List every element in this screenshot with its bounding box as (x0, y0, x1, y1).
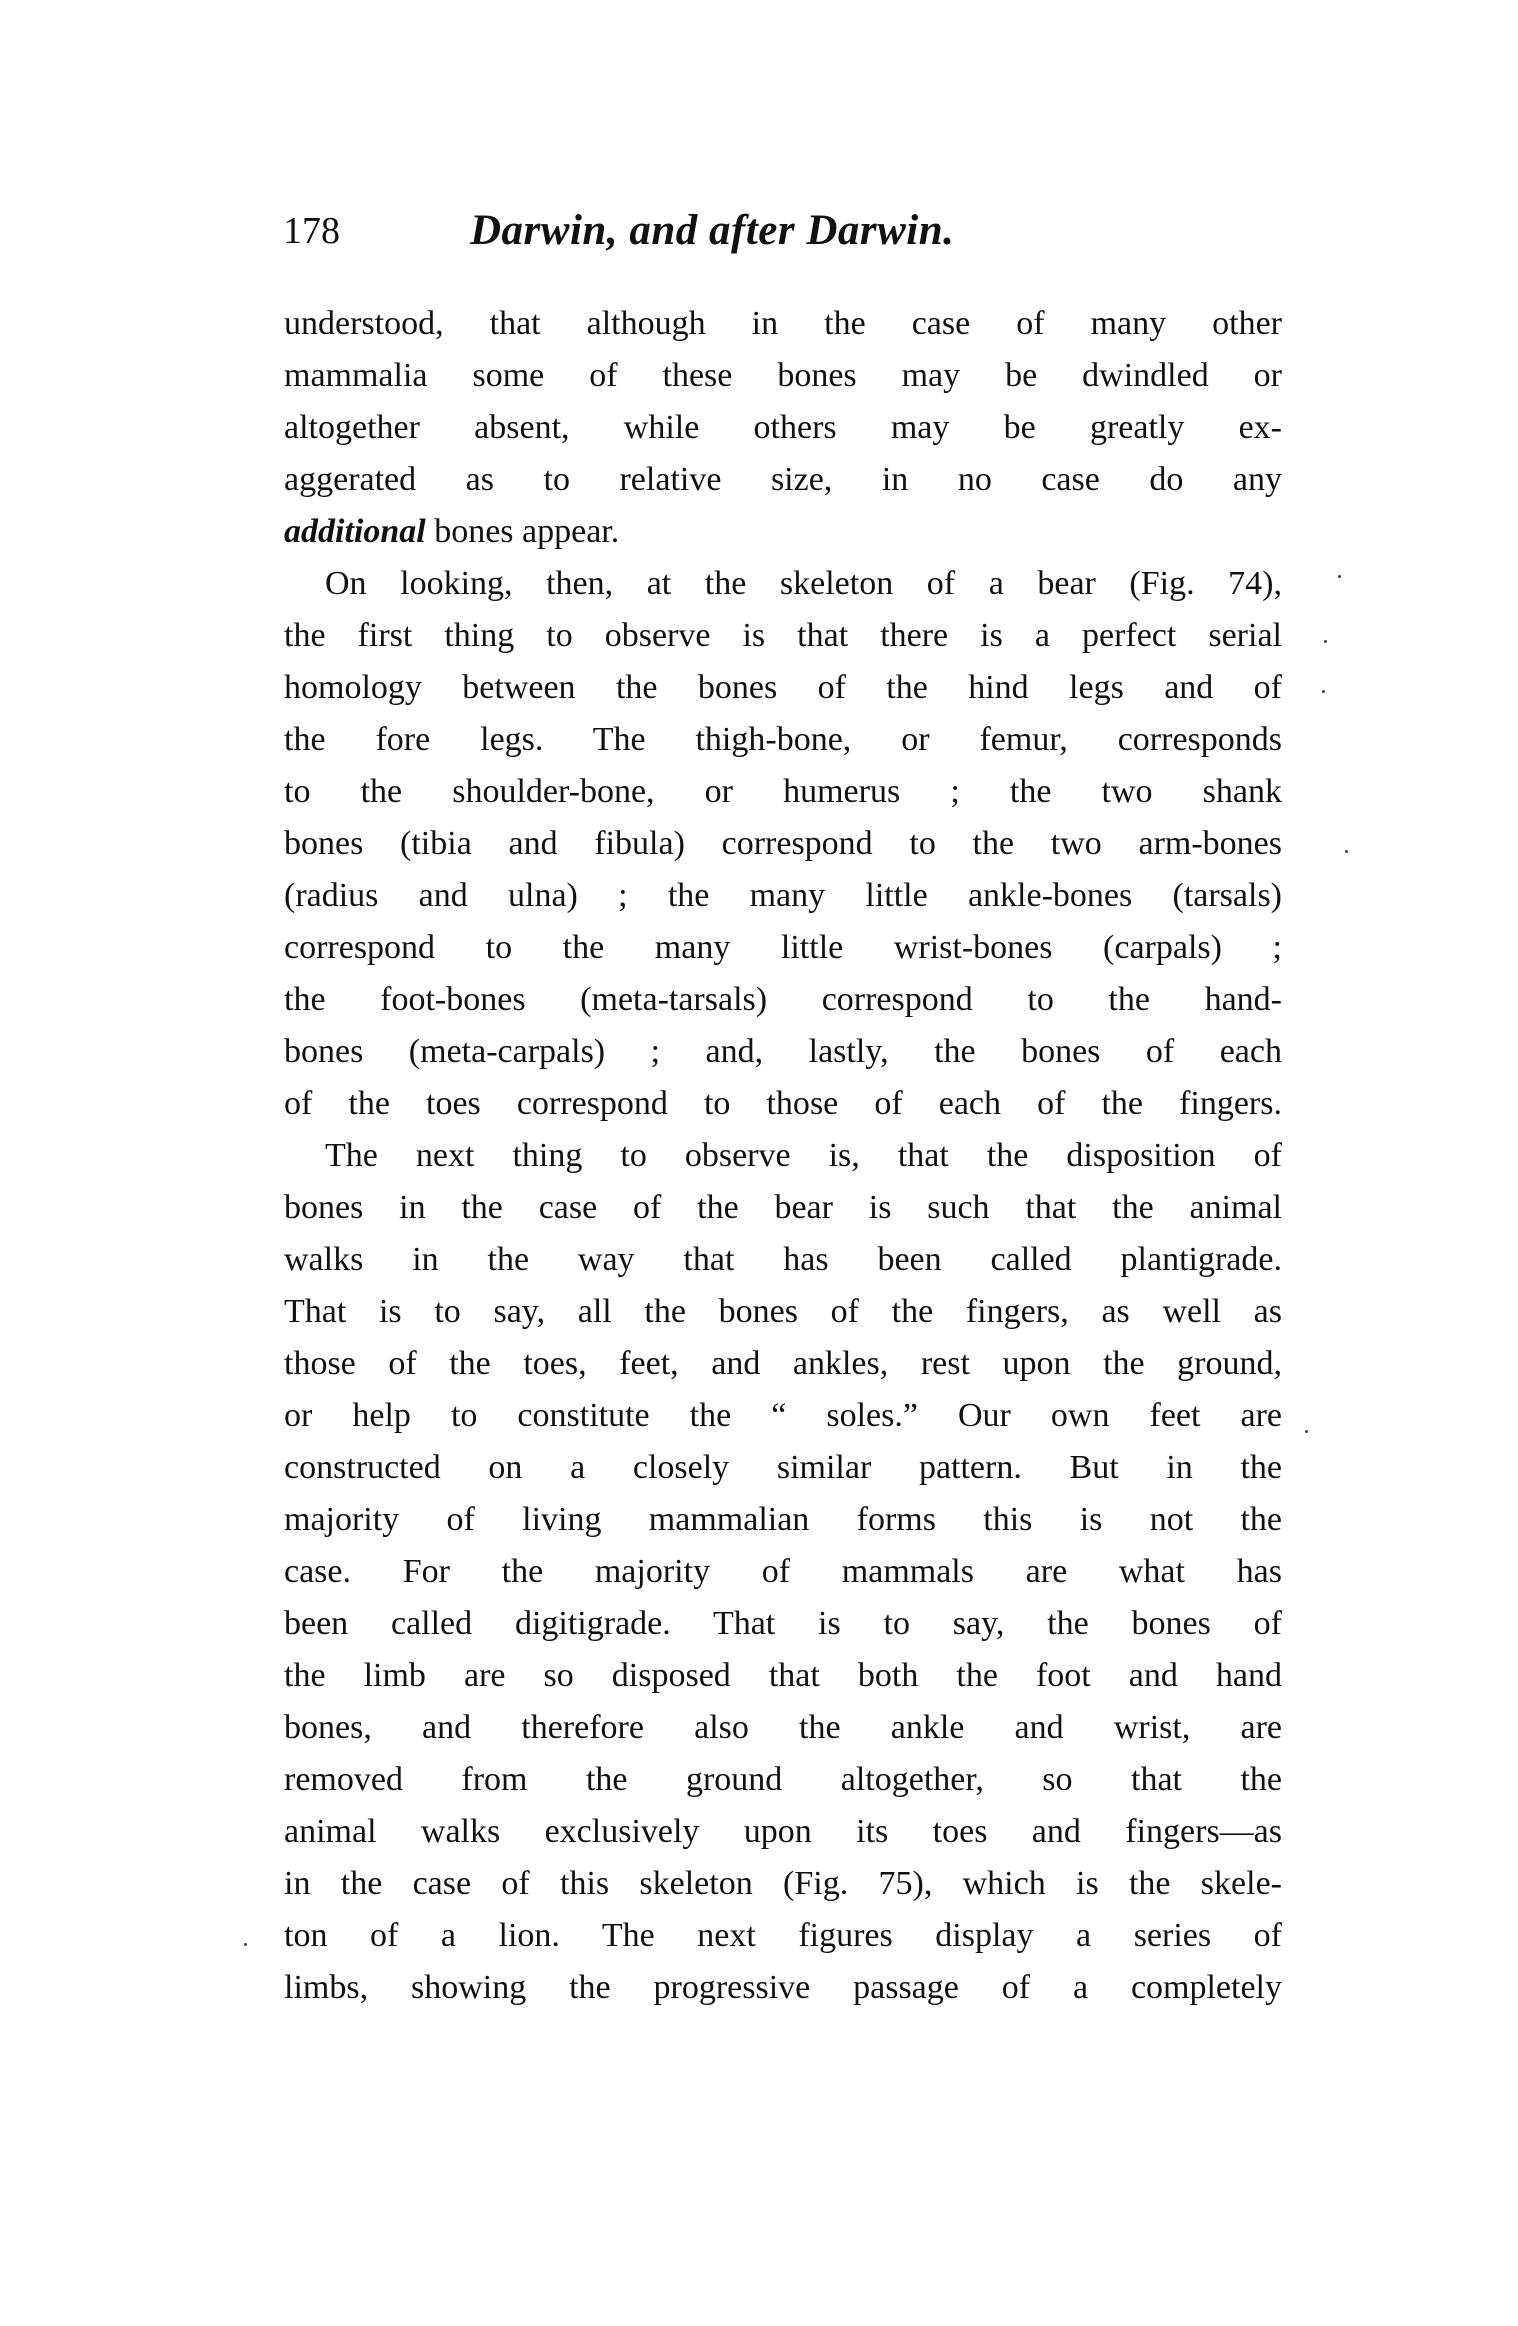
text-line: removed from the ground altogether, so that the (284, 1761, 1282, 1798)
text-line: bones (tibia and fibula) correspond to the two arm-bones (284, 825, 1282, 862)
running-head (283, 203, 1103, 259)
text-line: correspond to the many little wrist-bones (carpals) ; (284, 929, 1282, 966)
text-line: the foot-bones (meta-tarsals) correspond to the hand- (284, 981, 1282, 1018)
text-line: to the shoulder-bone, or humerus ; the two shank (284, 773, 1282, 810)
scan-speck (1338, 575, 1341, 578)
page-number: 178 (283, 210, 340, 252)
text-line: animal walks exclusively upon its toes and fingers—as (284, 1813, 1282, 1850)
text-line: limbs, showing the progressive passage of a completely (284, 1969, 1282, 2006)
text-line: mammalia some of these bones may be dwindled or (284, 357, 1282, 394)
text-line: in the case of this skeleton (Fig. 75), which is the skele- (284, 1865, 1282, 1902)
text-line: homology between the bones of the hind legs and of (284, 669, 1282, 706)
text-line: bones (meta-carpals) ; and, lastly, the bones of each (284, 1033, 1282, 1070)
text-line: of the toes correspond to those of each of the fingers. (284, 1085, 1282, 1122)
text-line: the fore legs. The thigh-bone, or femur, corresponds (284, 721, 1282, 758)
text-line: bones in the case of the bear is such that the animal (284, 1189, 1282, 1226)
text-line: those of the toes, feet, and ankles, rest upon the ground, (284, 1345, 1282, 1382)
text-line: or help to constitute the “ soles.” Our own feet are (284, 1397, 1282, 1434)
scan-speck (1322, 690, 1325, 693)
paragraph-first-line: On looking, then, at the skeleton of a bear (Fig. 74), (325, 565, 1282, 602)
text-line (284, 506, 1282, 558)
text-line: aggerated as to relative size, in no case do any (284, 461, 1282, 498)
scan-speck (1324, 640, 1327, 643)
body-text (284, 298, 1282, 2014)
running-title: Darwin, and after Darwin. (470, 207, 955, 254)
text-line: the limb are so disposed that both the foot and hand (284, 1657, 1282, 1694)
scan-speck (244, 1943, 247, 1946)
scan-speck (1305, 1430, 1308, 1433)
text-line: altogether absent, while others may be greatly ex- (284, 409, 1282, 446)
text-fragment: bones appear. (425, 513, 620, 550)
text-line: been called digitigrade. That is to say, the bones of (284, 1605, 1282, 1642)
text-line: case. For the majority of mammals are what has (284, 1553, 1282, 1590)
text-line: constructed on a closely similar pattern. But in the (284, 1449, 1282, 1486)
text-line: (radius and ulna) ; the many little ankle-bones (tarsals) (284, 877, 1282, 914)
text-line: bones, and therefore also the ankle and wrist, are (284, 1709, 1282, 1746)
paragraph-first-line: The next thing to observe is, that the disposition of (325, 1137, 1282, 1174)
scan-speck (1345, 850, 1348, 853)
text-line: majority of living mammalian forms this is not the (284, 1501, 1282, 1538)
text-line: That is to say, all the bones of the fingers, as well as (284, 1293, 1282, 1330)
emphasized-word: additional (284, 513, 426, 550)
text-line: ton of a lion. The next figures display a series of (284, 1917, 1282, 1954)
text-line: understood, that although in the case of many other (284, 305, 1282, 342)
text-line: the first thing to observe is that there is a perfect serial (284, 617, 1282, 654)
text-line: walks in the way that has been called plantigrade. (284, 1241, 1282, 1278)
